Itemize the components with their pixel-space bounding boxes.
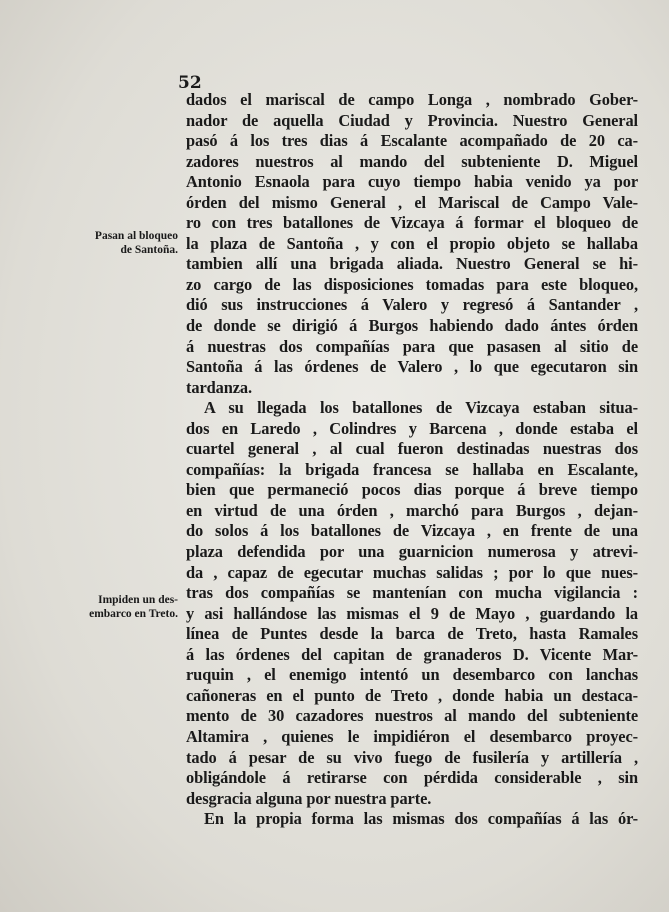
- text-line: tambien allí una brigada aliada. Nuestro General se hi-: [186, 254, 638, 274]
- text-line: obligándole á retirarse con pérdida considerable , sin: [186, 768, 638, 788]
- text-line: En la propia forma las mismas dos compañías á las ór-: [204, 809, 638, 829]
- margin-note-line: Impiden un des-: [98, 594, 178, 606]
- body-text: [186, 90, 638, 830]
- text-line: á las órdenes del capitan de granaderos D. Vicente Mar-: [186, 644, 638, 664]
- text-line: la plaza de Santoña , y con el propio objeto se hallaba: [186, 233, 638, 253]
- text-line: cañoneras en el punto de Treto , donde habia un destaca-: [186, 685, 638, 705]
- text-line: á nuestras dos compañías para que pasasen al sitio de: [186, 336, 638, 356]
- text-line: Santoña á las órdenes de Valero , lo que egecutaron sin: [186, 357, 638, 377]
- text-line: cuartel general , al cual fueron destinadas nuestras dos: [186, 439, 638, 459]
- text-line: tardanza.: [186, 377, 253, 397]
- text-line: ruquin , el enemigo intentó un desembarco con lanchas: [186, 665, 638, 685]
- text-line: dados el mariscal de campo Longa , nombrado Gober-: [186, 90, 638, 109]
- text-line: tado á pesar de su vivo fuego de fusilería y artillería ,: [186, 747, 638, 767]
- paragraph: [186, 398, 638, 809]
- text-line: mento de 30 cazadores nuestros al mando del subteniente: [186, 706, 638, 726]
- text-line: pasó á los tres dias á Escalante acompañado de 20 ca-: [186, 131, 638, 151]
- text-line: bien que permaneció pocos dias porque á breve tiempo: [186, 480, 638, 500]
- text-line: Antonio Esnaola para cuyo tiempo habia venido ya por: [186, 172, 638, 192]
- text-line: zo cargo de las disposiciones tomadas para este bloqueo,: [186, 274, 638, 294]
- text-line: en virtud de una órden , marchó para Burgos , dejan-: [186, 500, 638, 520]
- paragraph: [186, 90, 638, 398]
- text-line: zadores nuestros al mando del subteniente D. Miguel: [186, 151, 638, 171]
- margin-note-line: Pasan al bloqueo: [94, 230, 178, 242]
- text-line: da , capaz de egecutar muchas salidas ; por lo que nues-: [186, 562, 638, 582]
- text-line: plaza defendida por una guarnicion numerosa y atrevi-: [186, 542, 638, 562]
- text-line: órden del mismo General , el Mariscal de Campo Vale-: [186, 192, 638, 212]
- paragraph: [186, 809, 638, 830]
- text-line: compañías: la brigada francesa se hallaba en Escalante,: [186, 459, 638, 479]
- text-line: nador de aquella Ciudad y Provincia. Nuestro General: [186, 110, 638, 130]
- text-line: de donde se dirigió á Burgos habiendo dado ántes órden: [186, 316, 638, 336]
- page-number: 52: [178, 73, 202, 93]
- margin-note-line: de Santoña.: [120, 244, 178, 256]
- text-line: A su llegada los batallones de Vizcaya estaban situa-: [204, 398, 638, 418]
- text-line: dos en Laredo , Colindres y Barcena , donde estaba el: [186, 418, 638, 438]
- text-line: tras dos compañías se mantenían con mucha vigilancia :: [186, 583, 638, 603]
- text-line: Altamira , quienes le impidiéron el desembarco proyec-: [186, 726, 638, 746]
- text-line: desgracia alguna por nuestra parte.: [186, 788, 432, 808]
- text-line: do solos á los batallones de Vizcaya , en frente de una: [186, 521, 638, 541]
- text-line: línea de Puntes desde la barca de Treto, hasta Ramales: [186, 624, 638, 644]
- text-line: y asi hallándose las mismas el 9 de Mayo , guardando la: [186, 603, 638, 623]
- margin-note-treto: [60, 593, 178, 621]
- text-line: ro con tres batallones de Vizcaya á formar el bloqueo de: [186, 213, 638, 233]
- margin-note-line: embarco en Treto.: [89, 608, 178, 620]
- text-line: dió sus instrucciones á Valero y regresó á Santander ,: [186, 295, 638, 315]
- margin-note-santona: [60, 229, 178, 257]
